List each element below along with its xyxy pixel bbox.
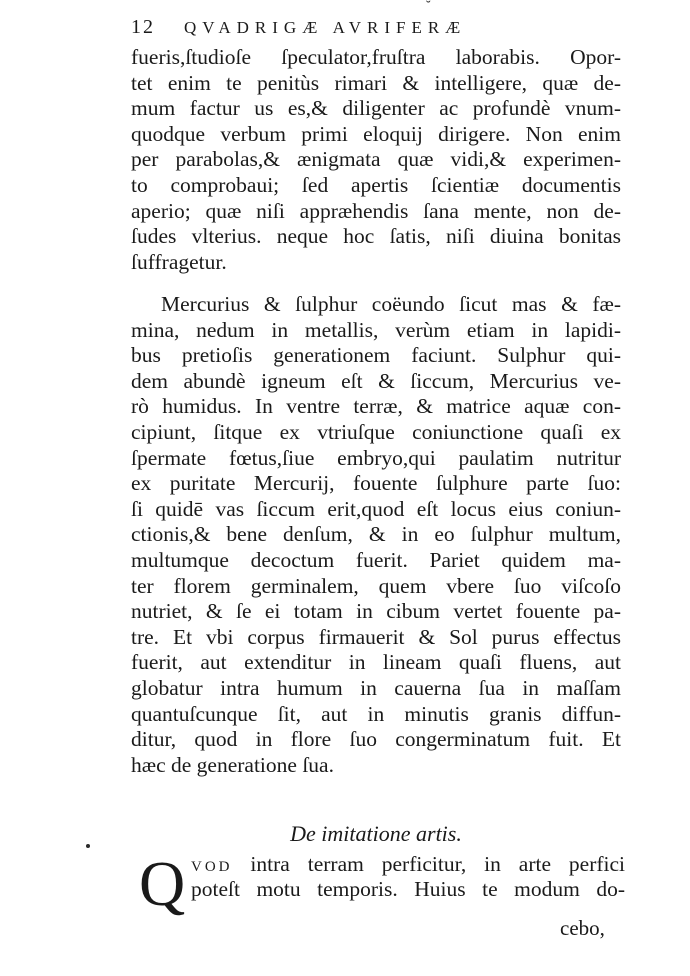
text-line: to comprobaui; ſed apertis ſcientiæ documentis (131, 172, 621, 197)
text-line: nutriet, & ſe ei totam in cibum vertet fouente pa- (131, 599, 621, 624)
page-number: 12 (131, 16, 155, 38)
small-caps-word: VOD (191, 859, 233, 875)
text-line: globatur intra humum in cauerna ſua in maſſam (131, 675, 621, 700)
line-text: intra terram perficitur, in arte perfici (250, 852, 626, 876)
text-line: poteſt motu temporis. Huius te modum do- (191, 877, 625, 901)
text-line: ſpermate fœtus,ſiue embryo,qui paulatim nutritur (131, 445, 621, 470)
running-head (131, 12, 631, 42)
margin-mark (86, 844, 90, 848)
text-line: multumque decoctum fuerit. Pariet quidem ma- (131, 547, 621, 572)
text-line: rò humidus. In ventre terræ, & matrice aquæ con- (131, 394, 621, 419)
text-line: quodque verbum primi eloquij dirigere. Non enim (131, 121, 621, 146)
text-line: per parabolas,& ænigmata quæ vidi,& experimen- (131, 147, 621, 172)
catchword: cebo, (560, 916, 605, 940)
text-line: fueris,ſtudioſe ſpeculator,fruſtra laborabis. Opor- (131, 45, 621, 69)
text-line: fuerit, aut extenditur in lineam quaſi fluens, aut (131, 650, 621, 675)
text-line: quantuſcunque ſit, aut in minutis granis diffun- (131, 701, 621, 726)
text-line: ditur, quod in flore ſuo congerminatum fuit. Et (131, 727, 621, 752)
drop-cap: Q (139, 848, 186, 919)
text-line: ex puritate Mercurij, fouente ſulphure parte ſuo: (131, 471, 621, 496)
text-line: bus pretioſis generationem faciunt. Sulphur qui- (131, 343, 621, 368)
running-title: QVADRIGÆ AVRIFERÆ (184, 18, 467, 37)
text-line: tre. Et vbi corpus firmauerit & Sol purus effectus (131, 624, 621, 649)
text-line: aperio; quæ niſi appræhendis ſana mente, non de- (131, 198, 621, 223)
text-line: mum factur us es,& diligenter ac profundè vnum- (131, 96, 621, 121)
text-line: ſudes vlterius. neque hoc ſatis, niſi diuina bonitas (131, 224, 621, 249)
text-line: ctionis,& bene denſum, & in eo ſulphur multum, (131, 522, 621, 547)
paragraph-2 (131, 292, 621, 778)
text-line: tet enim te penitùs rimari & intelligere, quæ de- (131, 70, 621, 95)
paragraph-3 (139, 848, 626, 919)
text-line: mina, nedum in metallis, verùm etiam in lapidi- (131, 317, 621, 342)
text-line (191, 852, 625, 877)
header-mark: ˘ (426, 0, 431, 14)
text-line: dem abundè igneum eſt & ſiccum, Mercurius ve- (131, 368, 621, 393)
text-line: Mercurius & ſulphur coëundo ſicut mas & fæ- (161, 292, 621, 316)
text-line: hæc de generatione ſua. (131, 752, 334, 777)
text-line: ter florem germinalem, quem vbere ſuo viſcoſo (131, 573, 621, 598)
paragraph-1 (131, 45, 621, 275)
section-heading: De imitatione artis. (290, 821, 462, 846)
text-line: cipiunt, ſitque ex vtriuſque coniunctione quaſi ex (131, 419, 621, 444)
text-line: ſi quidē vas ſiccum erit,quod eſt locus eius coniun- (131, 496, 621, 521)
text-line: ſuffragetur. (131, 249, 227, 274)
